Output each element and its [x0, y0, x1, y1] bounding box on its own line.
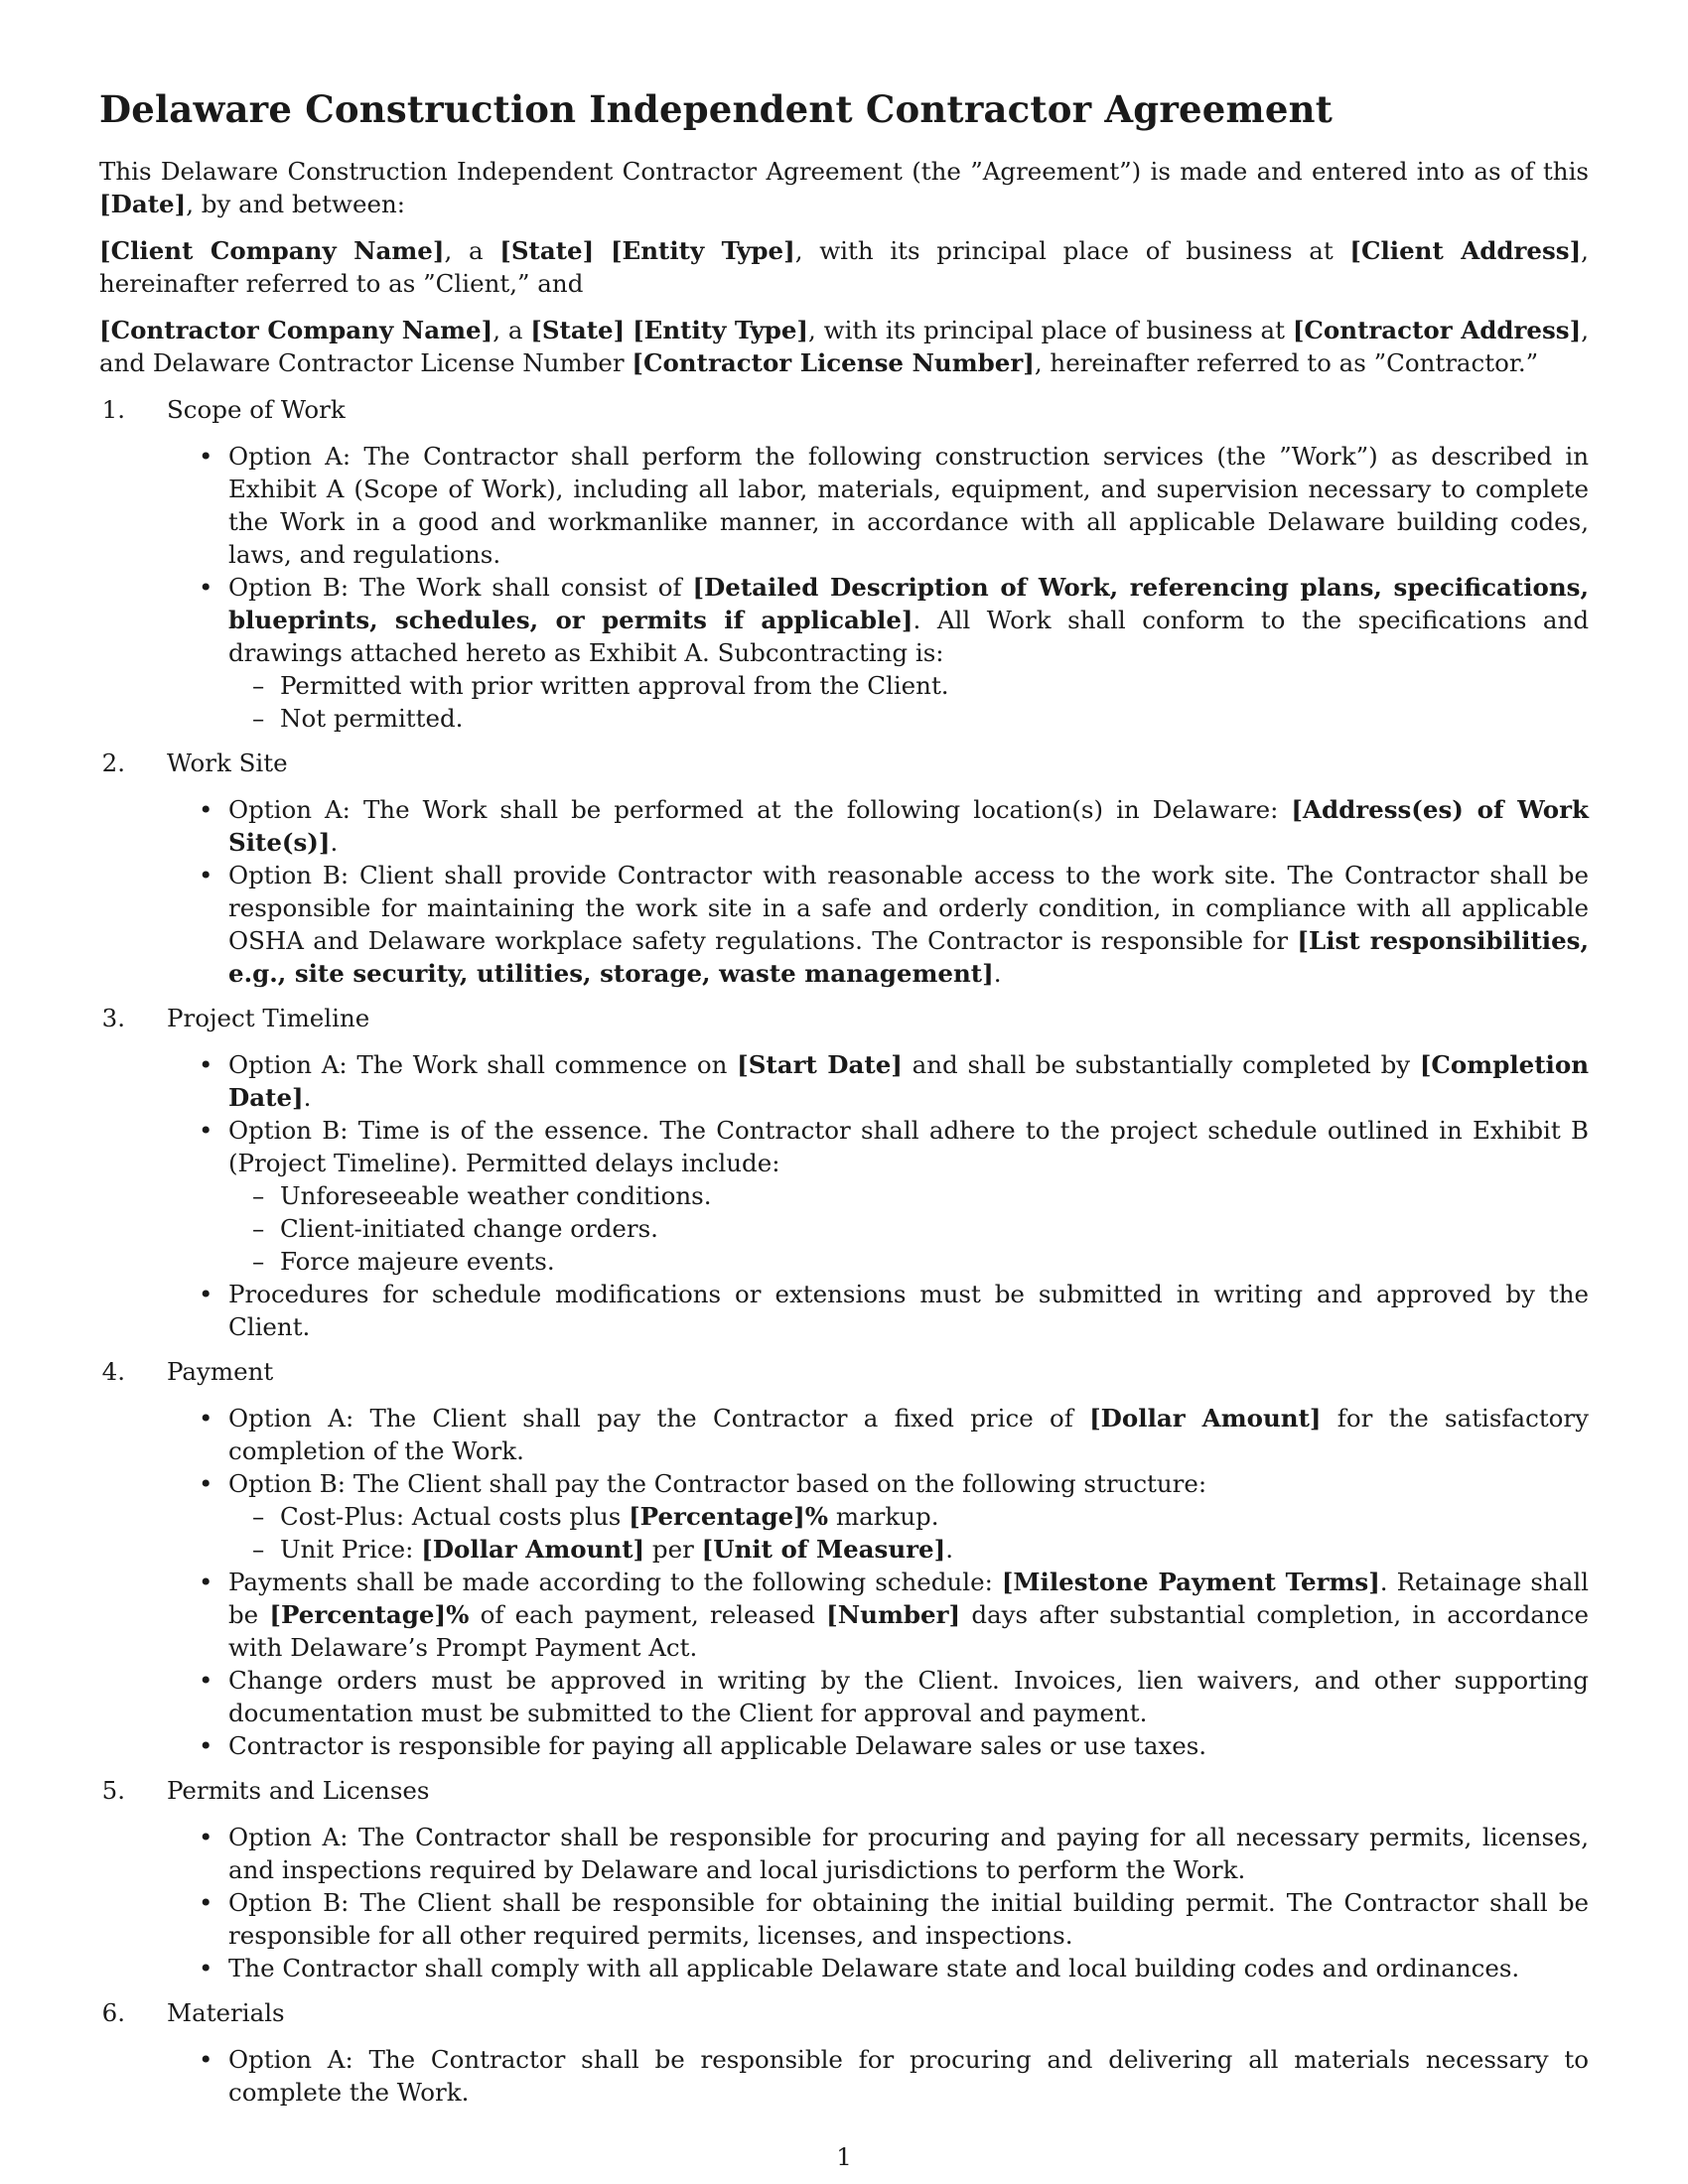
- text-segment: Client-initiated change orders.: [280, 1214, 658, 1243]
- text-segment: and shall be substantially completed by: [902, 1050, 1420, 1079]
- text-segment: , and Delaware Contractor License Number: [99, 316, 1589, 377]
- text-segment: .: [330, 828, 339, 857]
- section-number: 3.: [101, 1004, 125, 1032]
- bullet-icon: •: [199, 1823, 213, 1851]
- text-segment: Option B: The Client shall pay the Contractor based on the following structure:: [228, 1469, 1207, 1498]
- text-segment: This Delaware Construction Independent Contractor Agreement (the ”Agreement”) is made and entered into as of this: [99, 157, 1589, 186]
- placeholder-field: [Contractor Address]: [1292, 316, 1582, 344]
- bullet-icon: •: [199, 1954, 213, 1982]
- bullet-icon: •: [199, 1731, 213, 1760]
- list-item: [199, 1278, 1589, 1343]
- text-segment: , hereinafter referred to as ”Contractor.”: [1034, 348, 1539, 377]
- text-segment: Option B: Client shall provide Contractor with reasonable access to the work site. The Contractor shall be responsible for maintaining the work site in a safe and orderly condition, in compliance with all applicable OSHA and Delaware workplace safety regulations. The Contractor is responsible for: [228, 861, 1589, 955]
- bullet-icon: •: [199, 1666, 213, 1695]
- placeholder-field: [Contractor License Number]: [632, 348, 1035, 377]
- section-2: [99, 747, 1589, 990]
- section-title: Scope of Work: [167, 395, 346, 424]
- bullet-icon: •: [199, 2045, 213, 2074]
- placeholder-field: [Milestone Payment Terms]: [1001, 1568, 1380, 1596]
- section-number: 1.: [101, 395, 125, 424]
- text-segment: , hereinafter referred to as ”Client,” and: [99, 236, 1589, 298]
- text-segment: .: [303, 1083, 312, 1112]
- text-segment: Cost-Plus: Actual costs plus: [280, 1502, 630, 1531]
- list-item: [199, 1048, 1590, 1114]
- placeholder-field: [Date]: [99, 190, 187, 218]
- dash-icon: –: [252, 1181, 265, 1210]
- sub-list: [228, 1500, 1589, 1566]
- section-heading: [99, 747, 1589, 779]
- text-segment: markup.: [828, 1502, 939, 1531]
- text-segment: Procedures for schedule modifications or extensions must be submitted in writing and approved by the Client.: [228, 1280, 1589, 1341]
- section-items: [99, 2043, 1589, 2109]
- list-item: [199, 1729, 1589, 1762]
- text-segment: Option A: The Work shall commence on: [228, 1050, 738, 1079]
- sections-list: [99, 393, 1589, 2109]
- placeholder-field: [Client Address]: [1349, 236, 1582, 265]
- placeholder-field: [Entity Type]: [610, 236, 795, 265]
- section-1: [99, 393, 1589, 735]
- text-segment: Payments shall be made according to the following schedule:: [228, 1568, 1002, 1596]
- placeholder-field: [Client Company Name]: [99, 236, 445, 265]
- text-segment: Option A: The Work shall be performed at the following location(s) in Delaware:: [228, 795, 1292, 824]
- placeholder-field: [List responsibilities, e.g., site security, utilities, storage, waste management]: [228, 926, 1589, 988]
- dash-icon: –: [252, 1247, 265, 1276]
- section-number: 2.: [101, 749, 125, 777]
- text-segment: per: [644, 1535, 702, 1564]
- section-title: Materials: [167, 1998, 285, 2027]
- sub-list: [228, 669, 1589, 735]
- text-segment: Not permitted.: [280, 704, 464, 733]
- placeholder-field: [Percentage]%: [269, 1600, 470, 1629]
- section-title: Work Site: [167, 749, 288, 777]
- text-segment: . Retainage shall be: [228, 1568, 1589, 1629]
- list-item: [199, 1886, 1589, 1952]
- text-segment: Permitted with prior written approval from the Client.: [280, 671, 949, 700]
- placeholder-field: [State]: [530, 316, 626, 344]
- text-segment: Option A: The Contractor shall be responsible for procuring and delivering all materials necessary to complete the Work.: [228, 2045, 1589, 2107]
- text-segment: , a: [492, 316, 531, 344]
- placeholder-field: [Unit of Measure]: [701, 1535, 946, 1564]
- bullet-icon: •: [199, 573, 213, 602]
- list-item: [199, 1114, 1589, 1278]
- text-segment: Unforeseeable weather conditions.: [280, 1181, 712, 1210]
- sub-list-item: [252, 1245, 1589, 1278]
- bullet-icon: •: [199, 1469, 213, 1498]
- list-item: [199, 859, 1589, 990]
- text-segment: , with its principal place of business at: [808, 316, 1293, 344]
- list-item: [199, 571, 1589, 735]
- text-segment: , by and between:: [186, 190, 405, 218]
- section-title: Permits and Licenses: [167, 1776, 430, 1805]
- placeholder-field: [Address(es) of Work Site(s)]: [228, 795, 1589, 857]
- sub-list-item: [252, 702, 1589, 735]
- text-segment: [594, 236, 611, 265]
- dash-icon: –: [252, 1214, 265, 1243]
- section-heading: [99, 1002, 1589, 1034]
- section-heading: [99, 393, 1589, 426]
- bullet-icon: •: [199, 1404, 213, 1433]
- text-segment: days after substantial completion, in accordance with Delaware’s Prompt Payment Act.: [228, 1600, 1590, 1662]
- bullet-icon: •: [199, 1888, 213, 1917]
- section-number: 5.: [101, 1776, 125, 1805]
- section-heading: [99, 1355, 1589, 1388]
- intro-paragraph-1: [99, 155, 1589, 220]
- dash-icon: –: [252, 704, 265, 733]
- text-segment: . All Work shall conform to the specifications and drawings attached hereto as Exhibit A. Subcontracting is:: [228, 606, 1589, 667]
- text-segment: Option A: The Contractor shall be responsible for procuring and paying for all necessary permits, licenses, and inspections required by Delaware and local jurisdictions to perform the Work.: [228, 1823, 1589, 1884]
- text-segment: Option A: The Client shall pay the Contractor a fixed price of: [228, 1404, 1090, 1433]
- sub-list-item: [252, 1212, 1589, 1245]
- text-segment: Force majeure events.: [280, 1247, 555, 1276]
- text-segment: Option B: Time is of the essence. The Contractor shall adhere to the project schedule outlined in Exhibit B (Project Timeline). Permitted delays include:: [228, 1116, 1589, 1177]
- section-title: Payment: [167, 1357, 274, 1386]
- section-5: [99, 1774, 1589, 1984]
- list-item: [199, 1402, 1589, 1467]
- sub-list: [228, 1179, 1589, 1278]
- document-page: [99, 87, 1589, 2120]
- document-title: Delaware Construction Independent Contractor Agreement: [99, 87, 1333, 131]
- bullet-icon: •: [199, 1050, 213, 1079]
- text-segment: Change orders must be approved in writing by the Client. Invoices, lien waivers, and other supporting documentation must be submitted to the Client for approval and payment.: [228, 1666, 1589, 1727]
- bullet-icon: •: [199, 442, 213, 471]
- text-segment: of each payment, released: [469, 1600, 827, 1629]
- bullet-icon: •: [199, 1568, 213, 1596]
- text-segment: , a: [444, 236, 500, 265]
- text-segment: The Contractor shall comply with all applicable Delaware state and local building codes and ordinances.: [228, 1954, 1520, 1982]
- sub-list-item: [252, 1500, 1589, 1533]
- text-segment: Option B: The Client shall be responsible for obtaining the initial building permit. The Contractor shall be responsible for all other required permits, licenses, and inspections.: [228, 1888, 1589, 1950]
- list-item: [199, 1566, 1590, 1664]
- text-segment: .: [993, 959, 1002, 988]
- list-item: [199, 1664, 1589, 1729]
- text-segment: .: [945, 1535, 954, 1564]
- sub-list-item: [252, 1533, 1589, 1566]
- placeholder-field: [Dollar Amount]: [1089, 1404, 1322, 1433]
- text-segment: [625, 316, 633, 344]
- section-items: [99, 793, 1589, 990]
- text-segment: Option A: The Contractor shall perform the following construction services (the ”Work”) as described in Exhibit A (Scope of Work), including all labor, materials, equipment, and supervision necessary to complete the Work in a good and workmanlike manner, in accordance with all applicable Delaware building codes, laws, and regulations.: [228, 442, 1589, 569]
- list-item: [199, 1467, 1589, 1566]
- list-item: [199, 1952, 1589, 1984]
- placeholder-field: [Completion Date]: [228, 1050, 1590, 1112]
- section-items: [99, 440, 1589, 735]
- section-heading: [99, 1774, 1589, 1807]
- bullet-icon: •: [199, 861, 213, 889]
- section-items: [99, 1402, 1589, 1762]
- placeholder-field: [Contractor Company Name]: [99, 316, 493, 344]
- list-item: [199, 1821, 1589, 1886]
- dash-icon: –: [252, 1502, 265, 1531]
- text-segment: for the satisfactory completion of the Work.: [228, 1404, 1589, 1465]
- section-6: [99, 1996, 1589, 2109]
- text-segment: Option B: The Work shall consist of: [228, 573, 693, 602]
- bullet-icon: •: [199, 1116, 213, 1145]
- placeholder-field: [Entity Type]: [633, 316, 809, 344]
- placeholder-field: [Start Date]: [737, 1050, 903, 1079]
- placeholder-field: [Detailed Description of Work, referencing plans, specifications, blueprints, schedules, or permits if applicable]: [228, 573, 1589, 634]
- section-items: [99, 1821, 1589, 1984]
- bullet-icon: •: [199, 795, 213, 824]
- section-title: Project Timeline: [167, 1004, 370, 1032]
- section-heading: [99, 1996, 1589, 2029]
- text-segment: , with its principal place of business at: [794, 236, 1350, 265]
- list-item: [199, 2043, 1589, 2109]
- sub-list-item: [252, 669, 1589, 702]
- text-segment: Contractor is responsible for paying all applicable Delaware sales or use taxes.: [228, 1731, 1207, 1760]
- section-number: 4.: [101, 1357, 125, 1386]
- text-segment: Unit Price:: [280, 1535, 422, 1564]
- section-items: [99, 1048, 1589, 1343]
- sub-list-item: [252, 1179, 1589, 1212]
- intro-paragraph-2: [99, 234, 1589, 300]
- list-item: [199, 440, 1589, 571]
- dash-icon: –: [252, 671, 265, 700]
- bullet-icon: •: [199, 1280, 213, 1308]
- section-number: 6.: [101, 1998, 125, 2027]
- page-number: 1: [836, 2142, 852, 2171]
- intro-paragraph-3: [99, 314, 1589, 379]
- placeholder-field: [Dollar Amount]: [421, 1535, 645, 1564]
- placeholder-field: [Number]: [826, 1600, 961, 1629]
- list-item: [199, 793, 1589, 859]
- placeholder-field: [State]: [499, 236, 595, 265]
- dash-icon: –: [252, 1535, 265, 1564]
- section-3: [99, 1002, 1589, 1343]
- section-4: [99, 1355, 1589, 1762]
- placeholder-field: [Percentage]%: [629, 1502, 829, 1531]
